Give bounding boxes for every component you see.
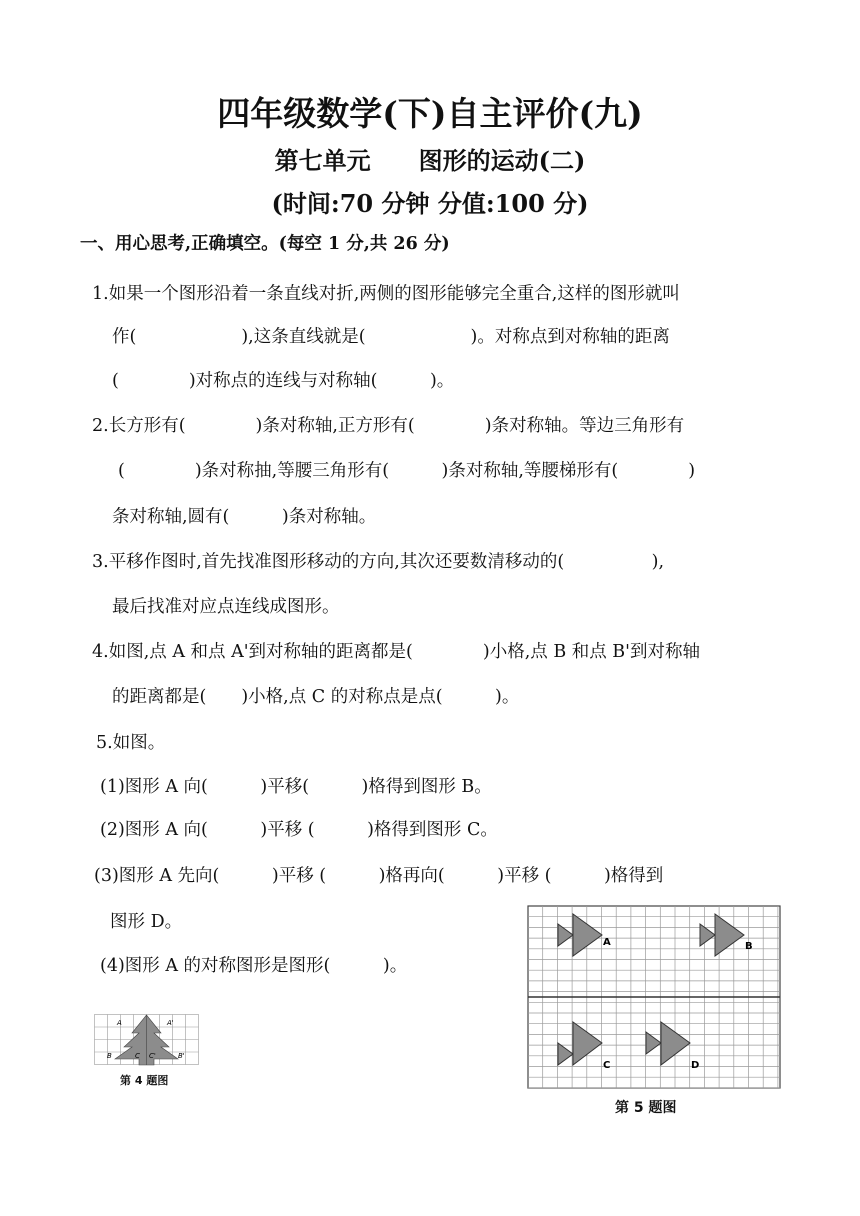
- exam-meta: (时间:70 分钟 分值:100 分): [271, 189, 589, 218]
- fig4-label-b-prime: B': [178, 1052, 185, 1060]
- figure-4-tree: [94, 1014, 200, 1066]
- page-title: 四年级数学(下)自主评价(九): [217, 94, 643, 133]
- figure-5-caption: 第 5 题图: [615, 1100, 677, 1116]
- figure-4-caption: 第 4 题图: [120, 1074, 169, 1087]
- q5-part3-line2: 图形 D。: [110, 912, 183, 932]
- fig4-label-c-prime: C': [149, 1052, 156, 1060]
- q4-line2: 的距离都是( )小格,点 C 的对称点是点( )。: [112, 687, 520, 707]
- q3-line2: 最后找准对应点连线成图形。: [112, 597, 340, 617]
- fig4-label-c: C: [135, 1052, 140, 1060]
- q2-line2: ( )条对称抽,等腰三角形有( )条对称轴,等腰梯形有( ): [118, 461, 696, 481]
- fig5-label-d: D: [691, 1060, 700, 1071]
- q1-line3: ( )对称点的连线与对称轴( )。: [112, 371, 455, 391]
- unit-title: 第七单元 图形的运动(二): [274, 146, 586, 175]
- q1-line2: 作( ),这条直线就是( )。对称点到对称轴的距离: [112, 327, 670, 347]
- fig5-label-c: C: [603, 1060, 611, 1071]
- fig5-label-a: A: [603, 937, 611, 948]
- q3-line1: 3.平移作图时,首先找准图形移动的方向,其次还要数清移动的( ),: [92, 552, 665, 572]
- q2-line3: 条对称轴,圆有( )条对称轴。: [112, 507, 377, 527]
- q1-line1: 1.如果一个图形沿着一条直线对折,两侧的图形能够完全重合,这样的图形就叫: [92, 284, 680, 304]
- fig4-label-b: B: [107, 1052, 112, 1060]
- q5-part3-line1: (3)图形 A 先向( )平移 ( )格再向( )平移 ( )格得到: [94, 866, 664, 886]
- fig4-label-a: A: [117, 1019, 122, 1027]
- q5-part2: (2)图形 A 向( )平移 ( )格得到图形 C。: [100, 820, 498, 840]
- q5-part1: (1)图形 A 向( )平移( )格得到图形 B。: [100, 777, 492, 797]
- fig5-label-b: B: [745, 941, 753, 952]
- q4-line1: 4.如图,点 A 和点 A'到对称轴的距离都是( )小格,点 B 和点 B'到对称轴: [92, 642, 700, 662]
- section-heading: 一、用心思考,正确填空。(每空 1 分,共 26 分): [80, 234, 450, 254]
- q5-part4: (4)图形 A 的对称图形是图形( )。: [100, 956, 408, 976]
- q2-line1: 2.长方形有( )条对称轴,正方形有( )条对称轴。等边三角形有: [92, 416, 685, 436]
- q5-head: 5.如图。: [96, 733, 166, 753]
- fig4-label-a-prime: A': [167, 1019, 174, 1027]
- figure-5-grid-figure: [527, 905, 781, 1089]
